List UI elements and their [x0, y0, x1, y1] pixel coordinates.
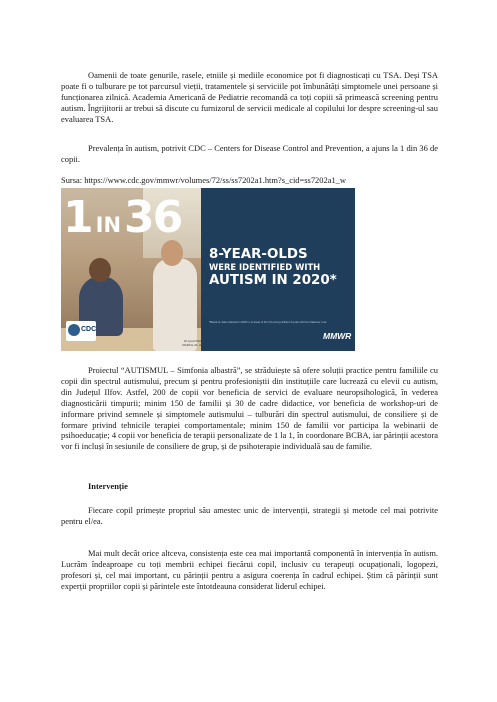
mmwr-logo: MMWR [323, 331, 352, 341]
infographic-url: bit.ly/ss7202a1 [183, 339, 204, 343]
infographic-footnote: *Based on data collected in 2020 in 11 areas of the US among children 8 years old from Maenner et al. [209, 321, 327, 324]
stat-number-one: 1 [63, 192, 92, 243]
infographic-date: MARCH 24, 2023 [182, 343, 206, 347]
headline-line-3: AUTISM IN 2020* [209, 272, 337, 288]
cdc-infographic [61, 188, 355, 351]
paragraph-project: Proiectul “AUTISMUL – Simfonia albastră”, se străduiește să ofere soluții practice pentru familiile cu copii din spectrul autismului, precum și pentru profesioniștii din instituțiile care lucrează cu elevii cu autism, din Județul Ilfov. Astfel, 200 de copii vor beneficia de servici de evaluare neuropsihologică, în vederea diagnosticării timpurii; minim 150 de familii și 30 de cadre didactice, vor beneficia de workshop-uri de informare privind semnele și simptomele autismului – tulburări din spectrul autismului, de consiliere și de formare privind tehnicile terapiei comportamentale; minim 150 de familii vor participa la webinarii de psihoeducație; 4 copii vor beneficia de terapii personalizate de 1 la 1, în coordonare BCBA, iar părinții acestora vor fi incluși în sesiunile de consiliere de grup, și de psihoterapie individuală sau de familie. [61, 365, 438, 452]
cdc-logo [66, 321, 96, 341]
photo-child-head [89, 258, 111, 282]
headline-line-2: WERE IDENTIFIED WITH [209, 262, 321, 273]
prevalence-stat [63, 192, 182, 243]
paragraph-intervention-mix: Fiecare copil primește propriul său amestec unic de intervenții, strategii și metode cel mai potrivite pentru el/ea. [61, 505, 438, 526]
infographic-headline [209, 248, 349, 288]
photo-teacher [153, 258, 197, 351]
source-link[interactable]: Sursa: https://www.cdc.gov/mmwr/volumes/72/ss/ss7202a1.htm?s_cid=ss7202a1_w [61, 175, 346, 185]
paragraph-asd-diagnosis: Oamenii de toate genurile, rasele, etniile și mediile economice pot fi diagnosticați cu TSA. Deși TSA poate fi o tulburare pe tot parcursul vieții, tratamentele și serviciile pot îmbunătăți simptomele unei persoane și funcționarea zilnică. Academia Americană de Pediatrie recomandă ca toți copiii să primească screening pentru autism. Îngrijitorii ar trebui să discute cu furnizorul de servicii medicale al copilului lor despre screening-ul sau evaluarea TSA. [61, 70, 438, 124]
infographic-caption [176, 339, 212, 347]
paragraph-consistency: Mai mult decât orice altceva, consistența este cea mai importantă componentă în intervenția în autism. Lucrăm îndeaproape cu toți membrii echipei fiecărui copil, inclusiv cu terapeuți ocupaționali, logopezi, profesori și, cel mai important, cu părinții pentru a asigura coerența în cadrul echipei. Știm că părinții sunt experții propriilor copii și părintele este întotdeauna considerat liderul echipei. [61, 548, 438, 591]
headline-line-1: 8-YEAR-OLDS [209, 247, 308, 262]
photo-teacher-head [161, 240, 183, 266]
stat-number-36: 36 [124, 192, 182, 243]
section-heading-interventie: Intervenție [88, 481, 128, 491]
paragraph-prevalence: Prevalența în autism, potrivit CDC – Centers for Disease Control and Prevention, a ajuns la 1 din 36 de copii. [61, 143, 438, 164]
hhs-seal-icon [68, 324, 80, 336]
stat-in-label: IN [95, 213, 122, 237]
cdc-logo-text: CDC [81, 326, 97, 333]
